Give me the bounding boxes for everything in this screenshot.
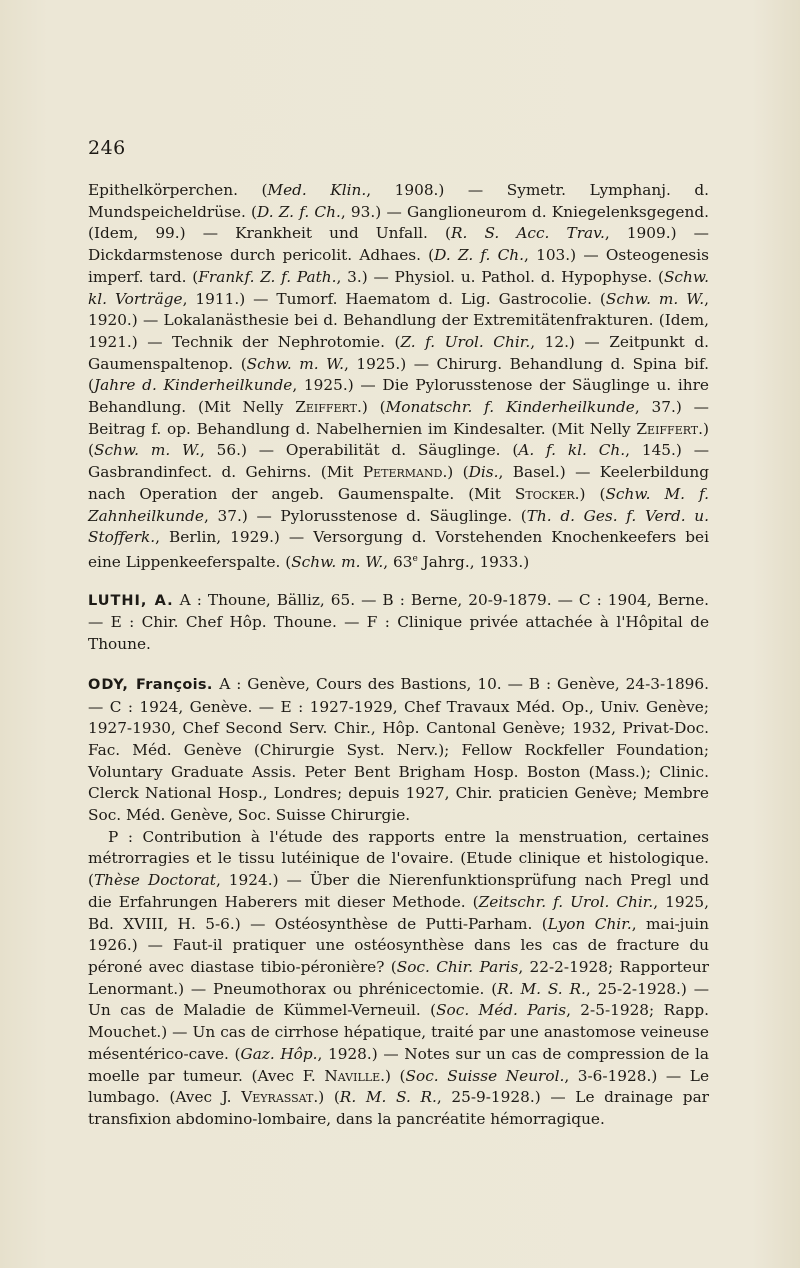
page-body [88, 180, 709, 1131]
entry-ody: ODY, François. A : Genève, Cours des Bastions, 10. — B : Genève, 24-3-1896. — C : 1924, Genève. — E : 1927-1929, Chef Travaux Méd. Op., Univ. Genève; 1927-1930, Chef Second Serv. Chir., Hôp. Cantonal Genève; 1932, Privat-Doc. Fac. Méd. Genève (Chirurgie Syst. Nerv.); Fellow Rockfeller Foundation; Voluntary Graduate Assis. Peter Bent Brigham Hosp. Boston (Mass.); Clinic. Clerck National Hosp., Londres; depuis 1927, Chir. praticien Genève; Membre Soc. Méd. Genève, Soc. Suisse Chirurgie. [88, 674, 710, 825]
publications-paragraph: P : Contribution à l'étude des rapports entre la menstruation, certaines métrorragies et le tissu lutéinique de l'ovaire. (Etude clinique et histologique. (Thèse Doctorat, 1924.) — Über die Nierenfunktionsprüfung nach Pregl und die Erfahrungen Haberers mit dieser Methode. (Zeitschr. f. Urol. Chir., 1925, Bd. XVIII, H. 5-6.) — Ostéosynthèse de Putti-Parham. (Lyon Chir., mai-juin 1926.) — Faut-il pratiquer une ostéosynthèse dans les cas de fracture du péroné avec diastase tibio-péronière? (Soc. Chir. Paris, 22-2-1928; Rapporteur Lenormant.) — Pneumothorax ou phrénicectomie. (R. M. S. R., 25-2-1928.) — Un cas de Maladie de Kümmel-Verneuil. (Soc. Méd. Paris, 2-5-1928; Rapp. Mouchet.) — Un cas de cirrhose hépatique, traité par une anastomose veineuse mésentérico-cave. (Gaz. Hôp., 1928.) — Notes sur un cas de compression de la moelle par tumeur. (Avec F. Naville.) (Soc. Suisse Neurol., 3-6-1928.) — Le lumbago. (Avec J. Veyrassat.) (R. M. S. R., 25-9-1928.) — Le drainage par transfixion abdomino-lombaire, dans la pancréatite hémorragique. [88, 827, 710, 1128]
continuation-paragraph: Epithelkörperchen. (Med. Klin., 1908.) — Symetr. Lymphanj. d. Mundspeicheldrüse. (D. Z. f. Ch., 93.) — Ganglioneurom d. Kniegelenksgegend. (Idem, 99.) — Krankheit und Unfall. (R. S. Acc. Trav., 1909.) — Dickdarmstenose durch pericolit. Adhaes. (D. Z. f. Ch., 103.) — Osteogenesis imperf. tard. (Frankf. Z. f. Path., 3.) — Physiol. u. Pathol. d. Hypophyse. (Schw. kl. Vorträge, 1911.) — Tumorf. Haematom d. Lig. Gastrocolie. (Schw. m. W., 1920.) — Lokalanästhesie bei d. Behandlung der Extremitätenfrakturen. (Idem, 1921.) — Technik der Nephrotomie. (Z. f. Urol. Chir., 12.) — Zeitpunkt d. Gaumenspaltenop. (Schw. m. W., 1925.) — Chirurg. Behandlung d. Spina bif. (Jahre d. Kinderheilkunde, 1925.) — Die Pylorusstenose der Säuglinge u. ihre Behandlung. (Mit Nelly Zeiffert.) (Monatschr. f. Kinderheilkunde, 37.) — Beitrag f. op. Behandlung d. Nabelhernien im Kindesalter. (Mit Nelly Zeiffert.) (Schw. m. W., 56.) — Operabilität d. Säuglinge. (A. f. kl. Ch., 145.) — Gasbrandinfect. d. Gehirns. (Mit Petermand.) (Dis., Basel.) — Keelerbildung nach Operation der angeb. Gaumenspalte. (Mit Stocker.) (Schw. M. f. Zahnheilkunde, 37.) — Pylorusstenose d. Säuglinge. (Th. d. Ges. f. Verd. u. Stofferk., Berlin, 1929.) — Versorgung d. Vorstehenden Knochenkeefers bei eine Lippenkeeferspalte. (Schw. m. W., 63e Jahrg., 1933.) [88, 181, 709, 572]
page-number: 246 [88, 137, 126, 159]
entry-luthi: LUTHI, A. A : Thoune, Bälliz, 65. — B : Berne, 20-9-1879. — C : 1904, Berne. — E : Chir. Chef Hôp. Thoune. — F : Clinique privée attachée à l'Hôpital de Thoune. [88, 590, 709, 654]
